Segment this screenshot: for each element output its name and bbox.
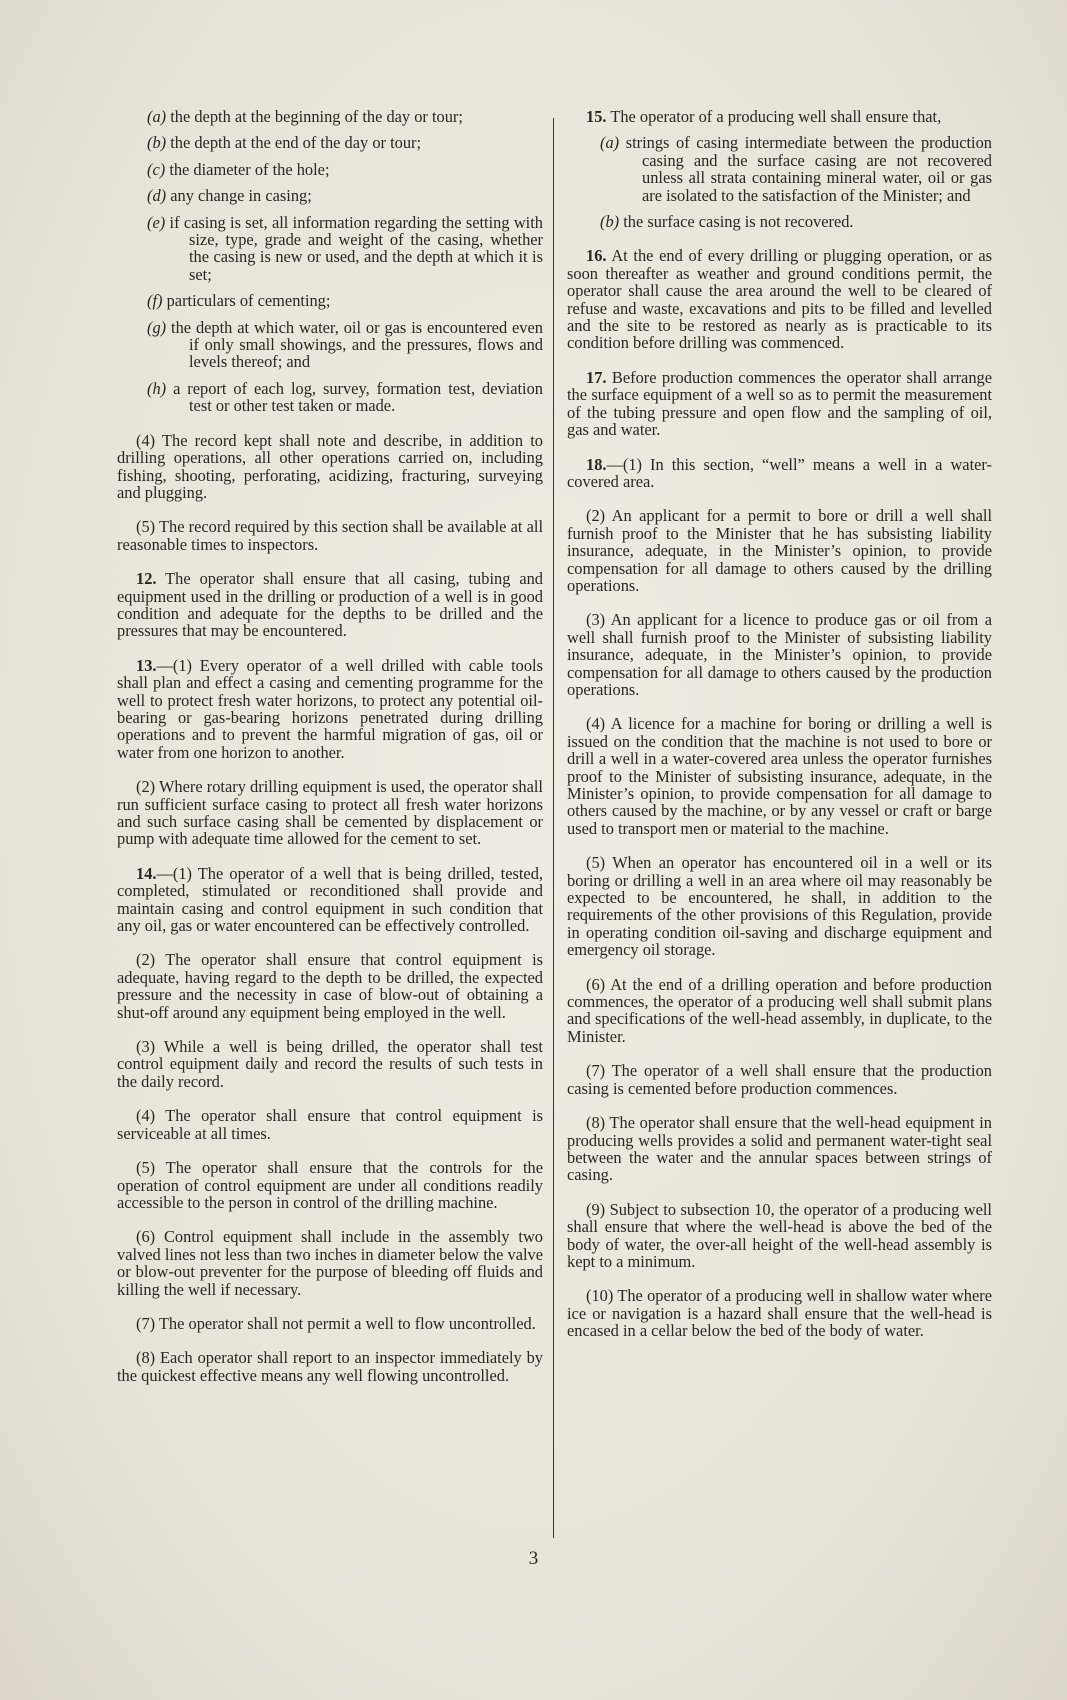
paragraph: (7) The operator shall not permit a well to flow uncontrolled. [136, 1313, 536, 1333]
paragraph: (3) While a well is being drilled, the operator shall test control equipment daily and record the results of such tests in the daily record. [117, 1037, 543, 1091]
paragraph: (4) The operator shall ensure that control equipment is serviceable at all times. [117, 1106, 543, 1143]
paragraph: (5) The operator shall ensure that the controls for the operation of control equipment are under all conditions readily accessible to the person in control of the drilling machine. [117, 1158, 543, 1212]
right-column [567, 108, 992, 1357]
paragraph: (10) The operator of a producing well in shallow water where ice or navigation is a hazard shall ensure that the well-head is encased in a cellar below the bed of the body of water. [567, 1286, 992, 1341]
paragraph: (8) Each operator shall report to an inspector immediately by the quickest effective means any well flowing uncontrolled. [117, 1348, 543, 1385]
list-item: (c) the diameter of the hole; [147, 159, 330, 179]
section-17: 17. Before production commences the operator shall arrange the surface equipment of a well so as to permit the measurement of the tubing pressure and open flow and the sampling of oil, gas and water. [567, 367, 992, 440]
section-14: 14.—(1) The operator of a well that is being drilled, tested, completed, stimulated or reconditioned shall provide and maintain casing and control equipment in such condition that any oil, gas or water encountered can be effectively controlled. [117, 863, 543, 936]
paragraph: (5) When an operator has encountered oil in a well or its boring or drilling a well in an area where oil may reasonably be expected to be encountered, he shall, in addition to the requirements of the other provisions of this Regulation, provide in operating condition oil-saving and discharge equipment and emergency oil storage. [567, 853, 992, 960]
section-15: 15. The operator of a producing well shall ensure that, [586, 107, 942, 126]
paragraph: (2) Where rotary drilling equipment is used, the operator shall run sufficient surface casing to protect all fresh water horizons and such surface casing shall be cemented by displacement or pump with adequate time allowed for the cement to set. [117, 777, 543, 849]
paragraph: (3) An applicant for a licence to produce gas or oil from a well shall furnish proof to the Minister of subsisting liability insurance, adequate, in the Minister’s opinion, to provide compensation for all damage to others caused by the production operations. [567, 610, 992, 699]
paragraph: (7) The operator of a well shall ensure that the production casing is cemented before production commences. [567, 1061, 992, 1098]
section-16: 16. At the end of every drilling or plugging operation, or as soon thereafter as weather and ground conditions permit, the operator shall cause the area around the well to be cleared of refuse and waste, excavations and pits to be filled and levelled and the site to be restored as nearly as is practicable to its condition before drilling was commenced. [567, 246, 992, 353]
section-18: 18.—(1) In this section, “well” means a well in a water-covered area. [567, 454, 992, 491]
list-item: (a) strings of casing intermediate between the production casing and the surface casing are not recovered unless all strata containing mineral water, oil or gas are isolated to the satisfaction of the Minister; and [600, 133, 992, 205]
list-item: (b) the depth at the end of the day or tour; [147, 133, 422, 153]
section-13: 13.—(1) Every operator of a well drilled with cable tools shall plan and effect a casing and cementing programme for the well to protect fresh water horizons, to protect any potential oil-bearing or gas-bearing horizons penetrated during drilling operations and to prevent the harmful migration of gas, oil or water from one horizon to another. [117, 655, 543, 762]
left-column [117, 108, 543, 1401]
paragraph: (8) The operator shall ensure that the well-head equipment in producing wells provides a solid and permanent water-tight seal between the water and the annular spaces between strings of casing. [567, 1113, 992, 1185]
list-item: (h) a report of each log, survey, formation test, deviation test or other test taken or made. [147, 378, 543, 416]
list-item: (g) the depth at which water, oil or gas is encountered even if only small showings, and the pressures, flows and levels thereof; and [147, 317, 543, 372]
list-item: (b) the surface casing is not recovered. [600, 212, 854, 232]
list-item: (f) particulars of cementing; [147, 291, 331, 311]
paragraph: (9) Subject to subsection 10, the operator of a producing well shall ensure that where the well-head is above the bed of the body of water, the over-all height of the well-head assembly is kept to a minimum. [567, 1199, 992, 1271]
paragraph: (4) A licence for a machine for boring or drilling a well is issued on the condition that the machine is not used to bore or drill a well in a water-covered area unless the operator furnishes proof to the Minister of subsisting insurance, adequate, in the Minister’s opinion, to provide compensation for all damage to others caused by the machine, or by any vessel or craft or barge used to transport men or material to the machine. [567, 714, 992, 838]
paragraph: (5) The record required by this section shall be available at all reasonable times to inspectors. [117, 517, 543, 554]
paragraph: (2) The operator shall ensure that control equipment is adequate, having regard to the depth to be drilled, the expected pressure and the necessity in case of blow-out of obtaining a shut-off around any equipment being employed in the well. [117, 950, 543, 1022]
column-divider [553, 118, 554, 1538]
section-12: 12. The operator shall ensure that all casing, tubing and equipment used in the drilling or production of a well is in good condition and adequate for the depths to be drilled and the pressures that may be encountered. [117, 569, 543, 641]
list-item: (e) if casing is set, all information regarding the setting with size, type, grade and weight of the casing, whether the casing is new or used, and the depth at which it is set; [147, 212, 543, 284]
paragraph: (4) The record kept shall note and describe, in addition to drilling operations, all other operations carried on, including fishing, shooting, perforating, acidizing, fracturing, surveying and plugging. [117, 430, 543, 502]
paragraph: (6) At the end of a drilling operation and before production commences, the operator of a producing well shall submit plans and specifications of the well-head assembly, in duplicate, to the Minister. [567, 974, 992, 1046]
page-number: 3 [528, 1548, 539, 1569]
paragraph: (2) An applicant for a permit to bore or drill a well shall furnish proof to the Minister that he has subsisting liability insurance, adequate, in the Minister’s opinion, to provide compensation for all damage to others caused by the drilling operations. [567, 506, 992, 595]
list-item: (a) the depth at the beginning of the day or tour; [147, 107, 463, 126]
paragraph: (6) Control equipment shall include in the assembly two valved lines not less than two inches in diameter below the valve or blow-out preventer for the purpose of bleeding off fluids and killing the well if necessary. [117, 1227, 543, 1299]
list-item: (d) any change in casing; [147, 186, 312, 206]
